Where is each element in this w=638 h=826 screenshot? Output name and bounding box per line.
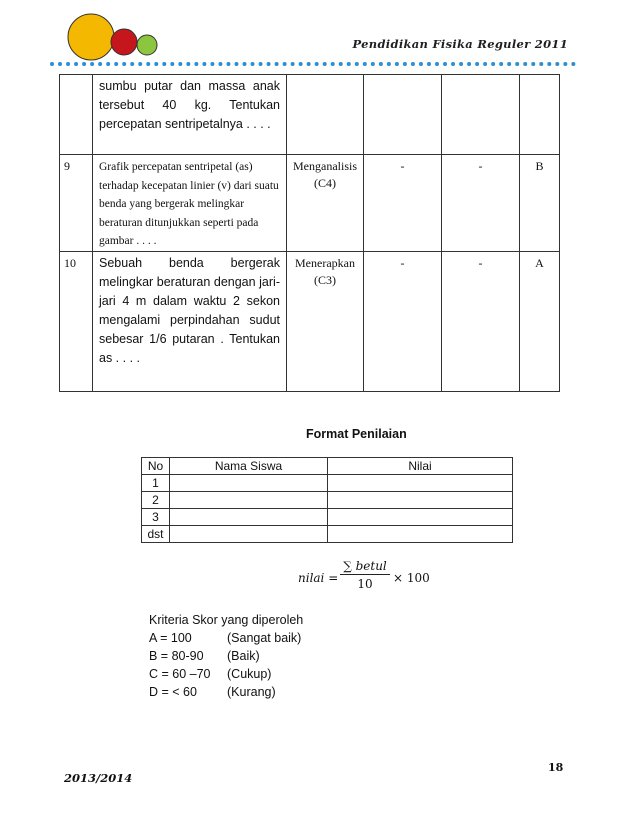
logo-circle-green <box>137 35 157 55</box>
footer-year: 2013/2014 <box>64 771 133 785</box>
header-title: Pendidikan Fisika Reguler 2011 <box>352 37 568 51</box>
question-answer: A <box>520 251 560 391</box>
question-number: 10 <box>60 251 93 391</box>
question-col5: - <box>442 251 520 391</box>
question-col4: - <box>364 155 442 252</box>
grade-table <box>141 457 513 543</box>
table-header-row <box>142 458 513 475</box>
formula-lhs: nilai = <box>298 571 339 585</box>
table-row <box>60 155 560 252</box>
table-row <box>60 75 560 155</box>
criteria-desc: (Kurang) <box>227 685 276 699</box>
question-answer: B <box>520 155 560 252</box>
question-table <box>59 74 560 392</box>
formula-denominator: 10 <box>357 577 373 591</box>
table-row <box>142 492 513 509</box>
question-col5: - <box>442 155 520 252</box>
formula-numerator: ∑ betul <box>340 559 390 575</box>
criteria-grade: A = 100 <box>149 631 192 645</box>
question-level-name: Menganalisis <box>293 159 357 173</box>
table-row <box>142 475 513 492</box>
question-number: 9 <box>60 155 93 252</box>
criteria-grade: B = 80-90 <box>149 649 204 663</box>
table-row <box>142 509 513 526</box>
question-level-name: Menerapkan <box>295 255 355 270</box>
column-header: Nilai <box>328 458 513 475</box>
question-number <box>60 75 93 155</box>
question-level <box>287 155 364 252</box>
criteria-desc: (Baik) <box>227 649 260 663</box>
column-header: No <box>142 458 170 475</box>
logo-circle-red <box>111 29 137 55</box>
criteria-title: Kriteria Skor yang diperoleh <box>149 613 304 627</box>
criteria-item <box>149 683 303 701</box>
question-col4 <box>364 75 442 155</box>
logo-circle-yellow <box>68 14 114 60</box>
logo-circles <box>0 0 160 64</box>
question-text: Grafik percepatan sentripetal (as) terhadap kecepatan linier (v) dari suatu benda yang bergerak melingkar beraturan ditunjukkan seperti pada gambar . . . . <box>93 155 287 252</box>
criteria-desc: (Cukup) <box>227 667 272 681</box>
question-level <box>287 75 364 155</box>
column-header: Nama Siswa <box>170 458 328 475</box>
table-row <box>60 251 560 391</box>
question-level-code: (C3) <box>314 272 336 287</box>
formula-fraction <box>340 559 390 591</box>
question-col5 <box>442 75 520 155</box>
score-criteria <box>149 611 303 701</box>
question-text: Sebuah benda bergerak melingkar beraturan dengan jari-jari 4 m dalam waktu 2 sekon mengalami perpindahan sudut sebesar 1/6 putaran . Tentukan as . . . . <box>93 251 287 391</box>
question-level-code: (C4) <box>314 176 336 190</box>
criteria-grade: C = 60 –70 <box>149 667 211 681</box>
criteria-item <box>149 647 303 665</box>
row-number: 1 <box>142 475 170 492</box>
question-answer <box>520 75 560 155</box>
criteria-desc: (Sangat baik) <box>227 631 302 645</box>
format-title: Format Penilaian <box>306 427 407 441</box>
criteria-item <box>149 629 303 647</box>
row-number: 2 <box>142 492 170 509</box>
criteria-item <box>149 665 303 683</box>
page-number: 18 <box>548 761 564 774</box>
table-row <box>142 526 513 543</box>
question-level <box>287 251 364 391</box>
question-text: sumbu putar dan massa anak tersebut 40 kg. Tentukan percepatan sentripetalnya . . . . <box>93 75 287 155</box>
criteria-grade: D = < 60 <box>149 685 197 699</box>
row-number: 3 <box>142 509 170 526</box>
formula-rhs: × 100 <box>393 571 430 585</box>
header-dotted-rule <box>50 62 576 66</box>
question-col4: - <box>364 251 442 391</box>
row-number: dst <box>142 526 170 543</box>
